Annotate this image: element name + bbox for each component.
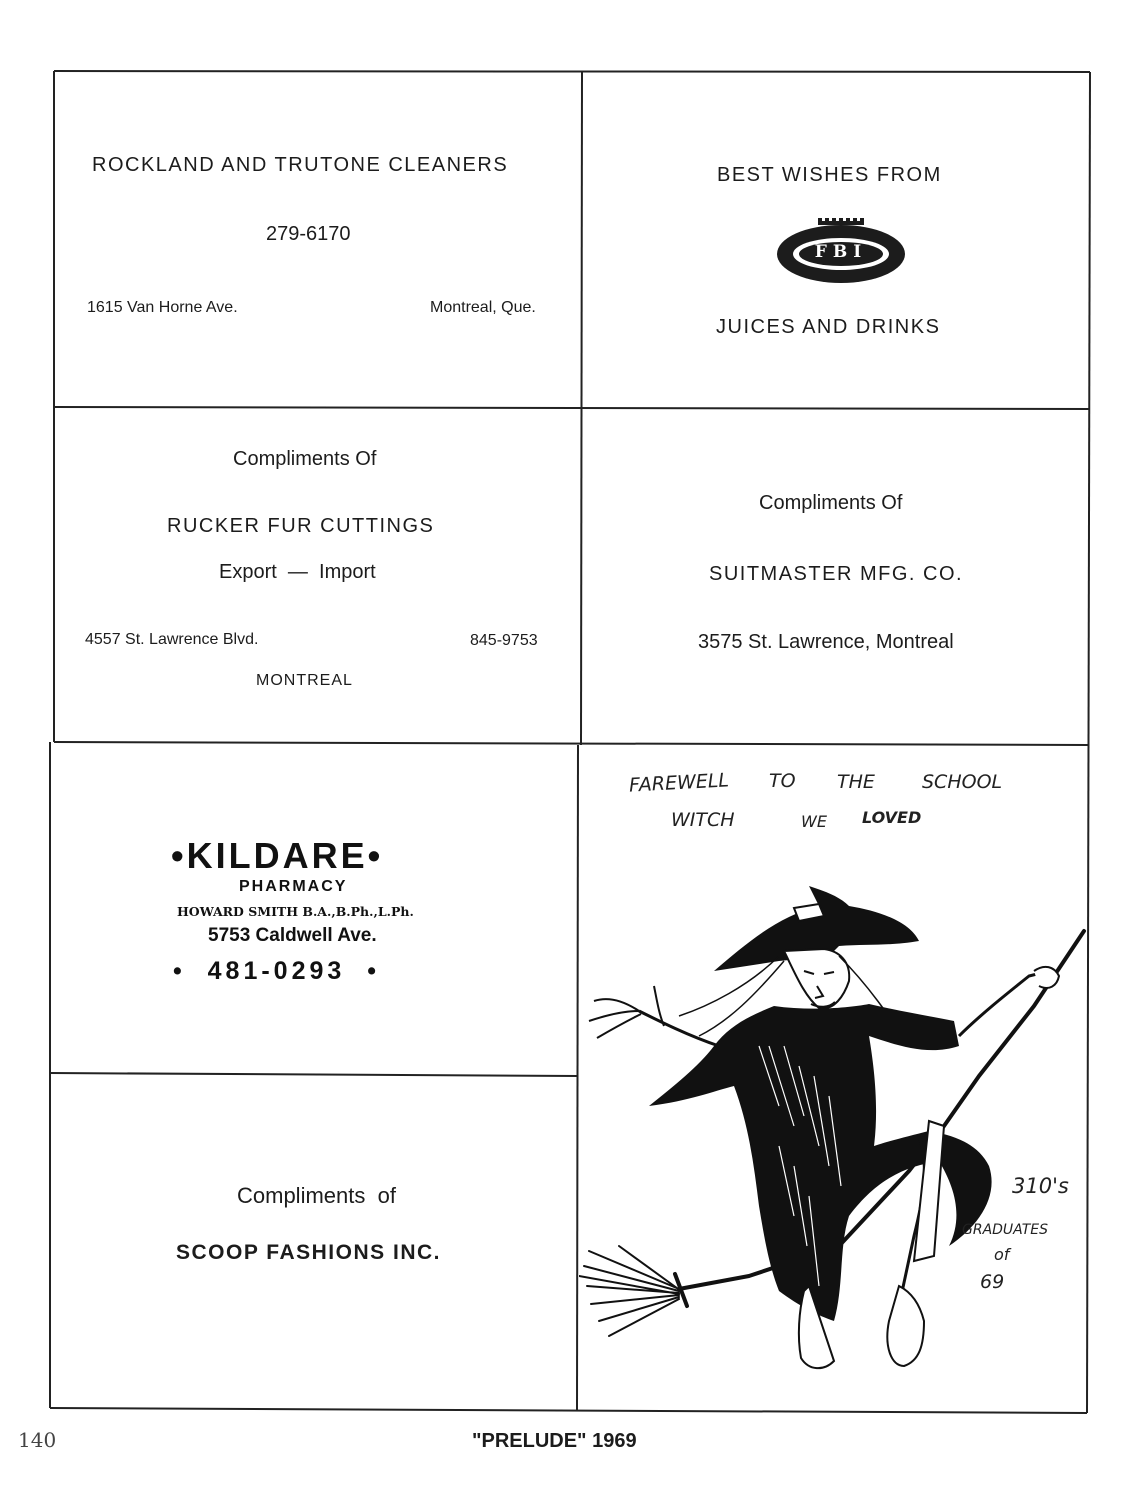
ad-rockland-cleaners — [55, 72, 581, 407]
ad-kildare-type: PHARMACY — [239, 878, 348, 895]
ad-fbi-products: JUICES AND DRINKS — [716, 316, 941, 338]
ad-kildare-phone: • 481-0293 • — [173, 957, 380, 985]
ad-rucker-compliments: Compliments Of — [233, 448, 377, 470]
ad-rucker-fur — [55, 408, 581, 742]
farewell-word-5: WITCH — [671, 809, 735, 831]
graduates-line-1: 310's — [1012, 1174, 1069, 1198]
yearbook-title: "PRELUDE" 1969 — [472, 1430, 637, 1452]
ad-suitmaster-name: SUITMASTER MFG. CO. — [709, 563, 964, 585]
ad-fbi-juices — [583, 72, 1089, 408]
ad-rucker-name: RUCKER FUR CUTTINGS — [167, 515, 435, 537]
ad-rucker-city: MONTREAL — [256, 672, 353, 689]
ad-fbi-greeting: BEST WISHES FROM — [717, 164, 942, 186]
fbi-logo — [774, 216, 908, 286]
farewell-word-3: THE — [837, 771, 875, 793]
ad-suitmaster — [583, 409, 1087, 743]
ad-kildare-pharmacist: HOWARD SMITH B.A.,B.Ph.,L.Ph. — [177, 904, 414, 919]
graduates-line-4: 69 — [980, 1271, 1005, 1293]
farewell-word-6: WE — [801, 812, 827, 831]
page-number: 140 — [18, 1428, 57, 1452]
fbi-logo-text: FBI — [814, 242, 868, 262]
graduates-line-2: GRADUATES — [962, 1222, 1049, 1238]
ad-rockland-address: 1615 Van Horne Ave. — [87, 299, 238, 316]
ad-rucker-tagline: Export — Import — [219, 561, 376, 583]
farewell-word-4: SCHOOL — [922, 771, 1003, 793]
farewell-word-1: FAREWELL — [628, 769, 730, 797]
ad-kildare-pharmacy — [51, 743, 577, 1074]
ad-scoop-name: SCOOP FASHIONS INC. — [176, 1241, 441, 1264]
ad-rockland-phone: 279-6170 — [266, 223, 351, 245]
witch-on-broom-drawing — [579, 746, 1087, 1410]
ad-rucker-phone: 845-9753 — [470, 632, 538, 649]
ad-kildare-address: 5753 Caldwell Ave. — [208, 925, 377, 946]
farewell-word-7: LOVED — [862, 808, 922, 827]
graduates-line-3: of — [994, 1245, 1010, 1264]
ad-scoop-fashions — [51, 1076, 577, 1409]
witch-farewell-panel — [579, 746, 1087, 1410]
ad-rockland-city: Montreal, Que. — [430, 299, 536, 316]
ad-suitmaster-address: 3575 St. Lawrence, Montreal — [698, 631, 954, 653]
ad-rucker-address: 4557 St. Lawrence Blvd. — [85, 631, 259, 648]
ad-suitmaster-compliments: Compliments Of — [759, 492, 903, 514]
ad-rockland-name: ROCKLAND AND TRUTONE CLEANERS — [92, 154, 509, 176]
ad-kildare-name: •KILDARE• — [171, 835, 384, 876]
ad-scoop-compliments: Compliments of — [237, 1183, 396, 1208]
farewell-word-2: TO — [769, 770, 796, 792]
